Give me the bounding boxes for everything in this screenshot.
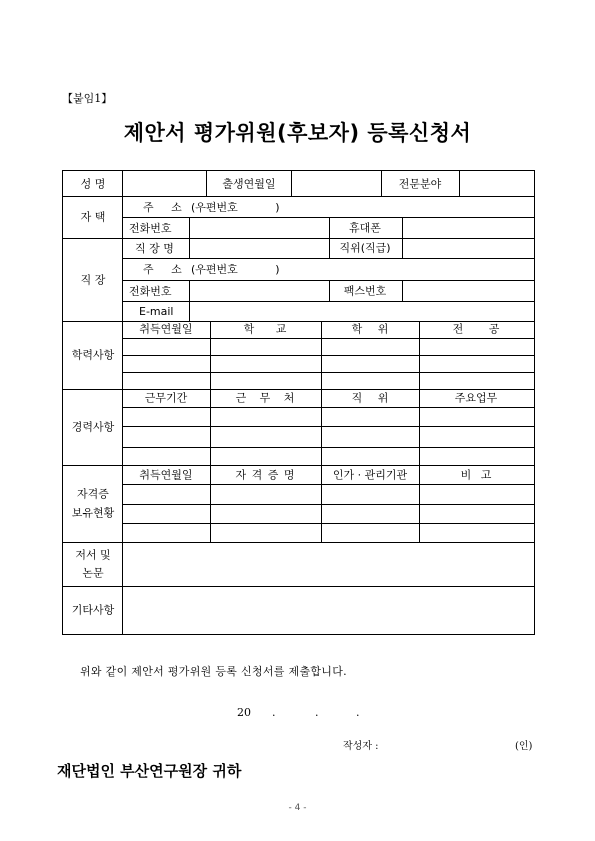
registration-form-table: [62, 170, 535, 635]
career-header: 주요업무: [454, 391, 498, 405]
row-line: [123, 426, 534, 427]
row-line: [123, 355, 534, 356]
papers-label-line2: 논문: [82, 566, 104, 580]
submission-statement: 위와 같이 제안서 평가위원 등록 신청서를 제출합니다.: [80, 665, 347, 678]
row-line: [123, 301, 534, 302]
education-header: 취득연월일: [139, 322, 193, 336]
license-header: 비 고: [460, 468, 492, 482]
home-postal-label: (우편번호 ): [191, 201, 280, 214]
etc-label: 기타사항: [71, 603, 115, 617]
column-line: [402, 238, 403, 258]
name-label: 성 명: [80, 177, 106, 191]
license-header: 자 격 증 명: [235, 468, 295, 482]
license-label-line1: 자격증: [77, 487, 109, 501]
license-label-line2: 보유현황: [71, 506, 115, 520]
date-dot-2: .: [315, 706, 319, 719]
column-line: [189, 217, 190, 238]
date-dot-1: .: [272, 706, 276, 719]
career-header: 근 무 처: [235, 391, 295, 405]
column-line: [402, 280, 403, 301]
work-address-label: 주 소: [143, 263, 182, 276]
column-line: [329, 280, 330, 301]
column-line: [122, 171, 123, 635]
home-label: 자 택: [80, 210, 106, 224]
license-header: 취득연월일: [139, 468, 193, 482]
birth-label: 출생연월일: [222, 177, 276, 191]
row-line: [63, 586, 534, 587]
page-number: - 4 -: [288, 803, 307, 813]
column-line: [419, 321, 420, 542]
career-label: 경력사항: [71, 420, 115, 434]
education-header: 학 위: [351, 322, 389, 336]
email-label: E-mail: [139, 305, 174, 318]
career-header: 직 위: [351, 391, 389, 405]
fax-label: 팩스번호: [343, 284, 387, 298]
row-line: [123, 372, 534, 373]
row-line: [63, 196, 534, 197]
education-header: 전 공: [452, 322, 500, 336]
home-address-label: 주 소: [143, 201, 182, 214]
field-label: 전문분야: [398, 177, 442, 191]
form-title: 제안서 평가위원(후보자) 등록신청서: [123, 121, 472, 145]
attachment-label: 【붙임1】: [62, 92, 113, 105]
home-phone-label: 전화번호: [129, 222, 172, 235]
work-label: 직 장: [80, 273, 106, 287]
row-line: [123, 484, 534, 485]
column-line: [459, 171, 460, 196]
row-line: [123, 447, 534, 448]
row-line: [63, 389, 534, 390]
career-header: 근무기간: [144, 391, 188, 405]
work-phone-label: 전화번호: [129, 285, 172, 298]
column-line: [402, 217, 403, 238]
column-line: [291, 171, 292, 196]
author-label: 작성자 :: [343, 741, 379, 752]
column-line: [321, 321, 322, 542]
row-line: [123, 407, 534, 408]
date-year: 20: [237, 706, 251, 719]
row-line: [63, 465, 534, 466]
column-line: [189, 301, 190, 321]
work-postal-label: (우편번호 ): [191, 263, 280, 276]
papers-label-line1: 저서 및: [75, 548, 111, 562]
education-label: 학력사항: [71, 348, 115, 362]
column-line: [329, 217, 330, 238]
row-line: [123, 504, 534, 505]
column-line: [210, 321, 211, 542]
license-header: 인가 · 관리기관: [332, 468, 408, 482]
row-line: [63, 238, 534, 239]
date-dot-3: .: [356, 706, 360, 719]
workplace-label: 직 장 명: [135, 242, 174, 255]
position-label: 직위(직급): [339, 241, 391, 255]
row-line: [63, 542, 534, 543]
row-line: [123, 258, 534, 259]
seal-label: (인): [515, 741, 533, 752]
row-line: [123, 523, 534, 524]
column-line: [189, 280, 190, 301]
column-line: [189, 238, 190, 258]
education-header: 학 교: [243, 322, 287, 336]
column-line: [329, 238, 330, 258]
mobile-label: 휴대폰: [349, 221, 381, 235]
row-line: [123, 338, 534, 339]
recipient: 재단법인 부산연구원장 귀하: [57, 762, 242, 780]
column-line: [206, 171, 207, 196]
column-line: [381, 171, 382, 196]
